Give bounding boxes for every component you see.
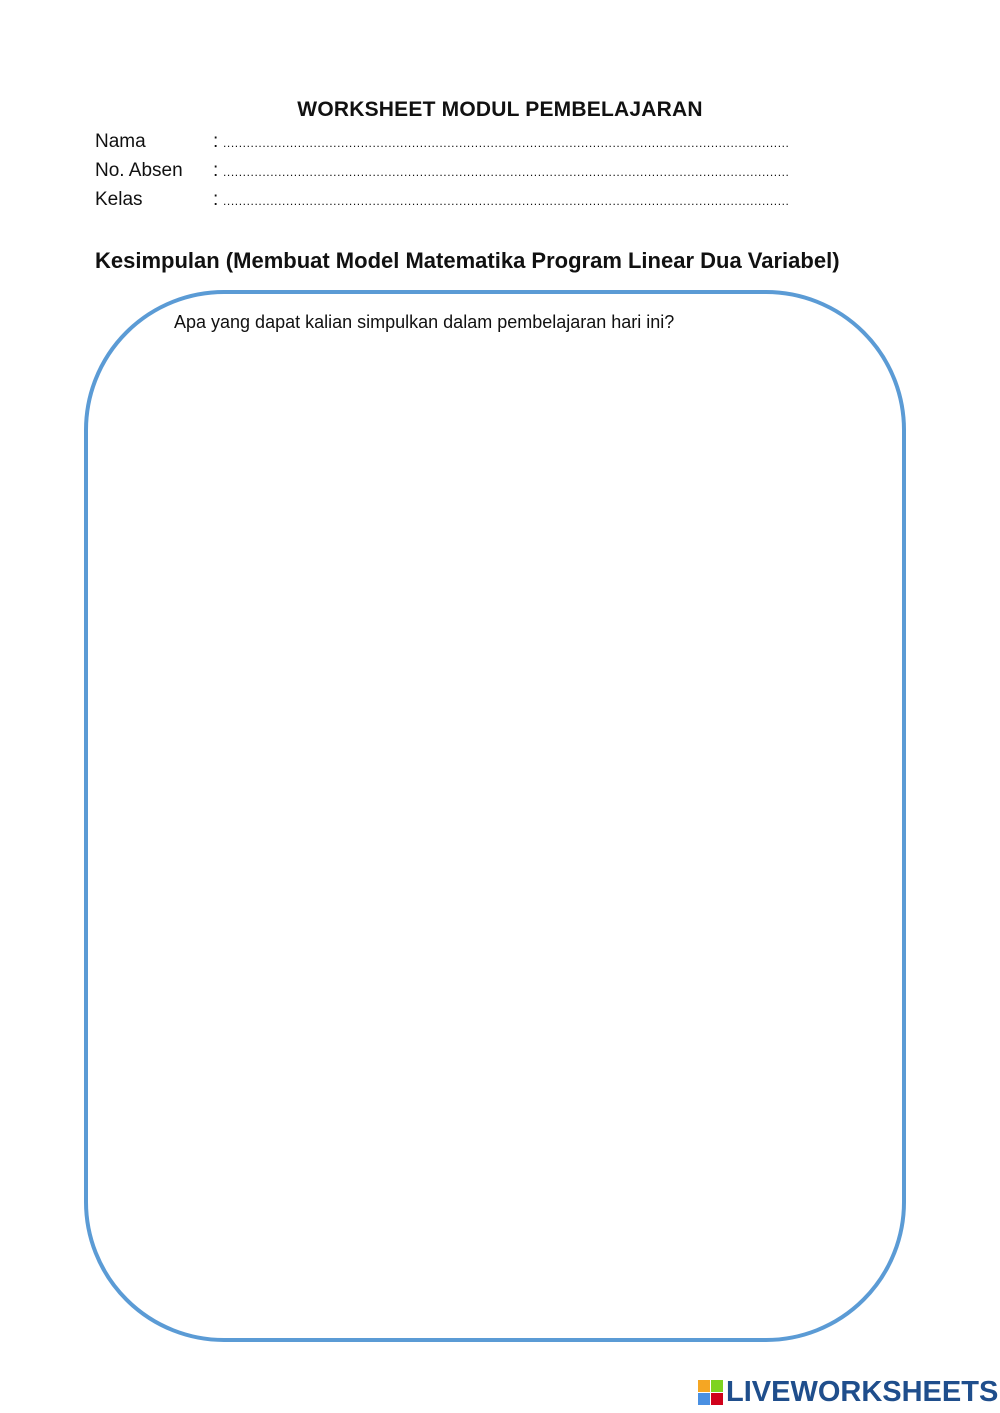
- liveworksheets-logo-icon: [698, 1380, 723, 1405]
- question-text: Apa yang dapat kalian simpulkan dalam pembelajaran hari ini?: [174, 312, 675, 332]
- field-nama: [95, 131, 875, 160]
- field-blank-line[interactable]: ................................................................................................................................................: [223, 165, 790, 179]
- student-info-fields: [95, 131, 875, 218]
- field-colon: :: [213, 131, 219, 152]
- section-heading: Kesimpulan (Membuat Model Matematika Program Linear Dua Variabel): [95, 248, 840, 273]
- liveworksheets-logo: [698, 1376, 998, 1409]
- answer-box[interactable]: [84, 290, 906, 1342]
- worksheet-title: WORKSHEET MODUL PEMBELAJARAN: [297, 98, 703, 121]
- field-kelas: [95, 189, 875, 218]
- logo-square-icon: [698, 1380, 710, 1392]
- field-blank-line[interactable]: ................................................................................................................................................: [223, 194, 790, 208]
- logo-square-icon: [711, 1393, 723, 1405]
- field-label: Kelas: [95, 189, 143, 210]
- field-label: Nama: [95, 131, 146, 152]
- field-colon: :: [213, 189, 219, 210]
- logo-text: LIVEWORKSHEETS: [726, 1376, 999, 1408]
- field-colon: :: [213, 160, 219, 181]
- logo-square-icon: [711, 1380, 723, 1392]
- logo-square-icon: [698, 1393, 710, 1405]
- field-no-absen: [95, 160, 875, 189]
- field-blank-line[interactable]: ................................................................................................................................................: [223, 136, 790, 150]
- field-label: No. Absen: [95, 160, 183, 181]
